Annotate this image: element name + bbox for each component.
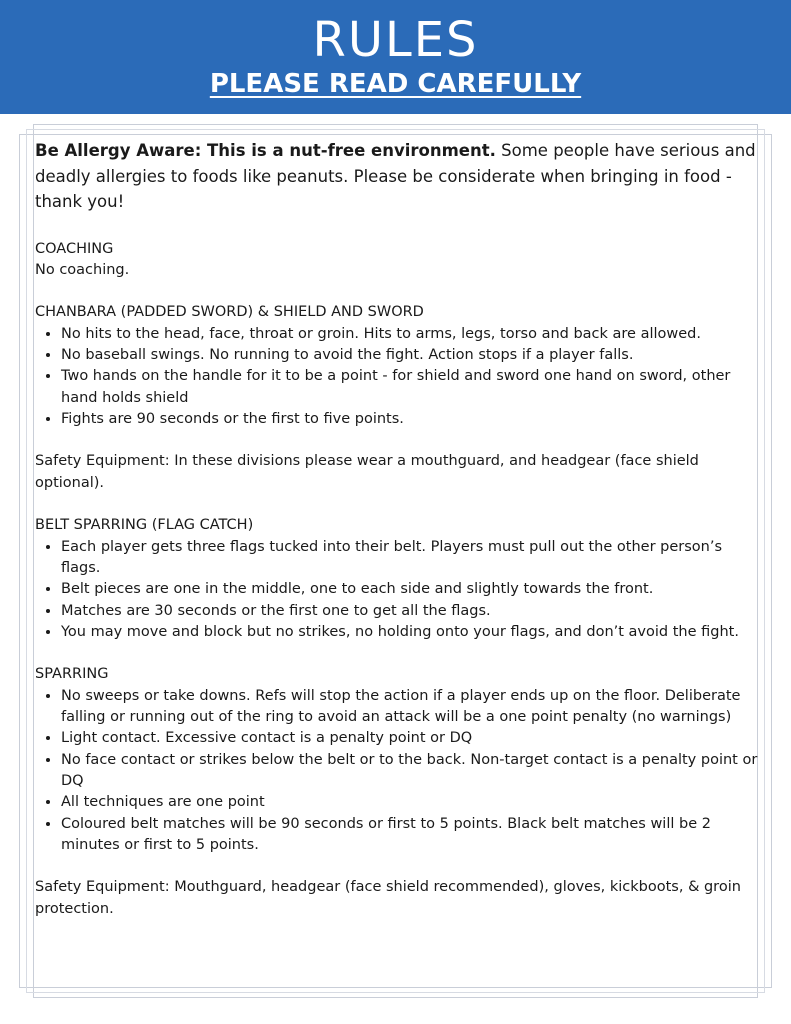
- chanbara-safety: Safety Equipment: In these divisions please wear a mouthguard, and headgear (face shield optional).: [35, 453, 699, 491]
- allergy-heading: Be Allergy Aware: This is a nut-free environment.: [35, 141, 496, 160]
- header-banner: [0, 0, 791, 114]
- list-item: • No hits to the head, face, throat or groin. Hits to arms, legs, torso and back are allowed.: [61, 324, 760, 345]
- belt-sparring-rules-list: [35, 537, 760, 643]
- list-item: • No baseball swings. No running to avoid the fight. Action stops if a player falls.: [61, 345, 760, 366]
- list-item: • Coloured belt matches will be 90 seconds or first to 5 points. Black belt matches will be 2 minutes or first to 5 points.: [61, 814, 760, 857]
- coaching-title: COACHING: [35, 240, 114, 257]
- list-item: • Each player gets three flags tucked into their belt. Players must pull out the other person’s flags.: [61, 537, 760, 580]
- page-subtitle: PLEASE READ CAREFULLY: [209, 69, 582, 99]
- list-item: • Light contact. Excessive contact is a penalty point or DQ: [61, 728, 760, 749]
- sparring-safety: Safety Equipment: Mouthguard, headgear (face shield recommended), gloves, kickboots, & groin protection.: [35, 879, 741, 917]
- allergy-notice: [35, 138, 760, 215]
- list-item: • Fights are 90 seconds or the first to five points.: [61, 409, 760, 430]
- sparring-title: SPARRING: [35, 666, 109, 683]
- chanbara-title: CHANBARA (PADDED SWORD) & SHIELD AND SWORD: [35, 304, 424, 321]
- rules-content: [35, 138, 760, 941]
- chanbara-rules-list: [35, 324, 760, 430]
- list-item: • You may move and block but no strikes, no holding onto your flags, and don’t avoid the fight.: [61, 622, 760, 643]
- list-item: • Matches are 30 seconds or the first one to get all the flags.: [61, 601, 760, 622]
- page-title: RULES: [312, 12, 479, 68]
- allergy-text: Some people have serious and deadly allergies to foods like peanuts. Please be considerate when bringing in food - thank you!: [35, 141, 756, 211]
- belt-sparring-title: BELT SPARRING (FLAG CATCH): [35, 517, 254, 534]
- list-item: • No face contact or strikes below the belt or to the back. Non-target contact is a penalty point or DQ: [61, 750, 760, 793]
- coaching-text: No coaching.: [35, 261, 130, 278]
- sparring-rules-list: [35, 686, 760, 856]
- list-item: • Two hands on the handle for it to be a point - for shield and sword one hand on sword, other hand holds shield: [61, 366, 760, 409]
- list-item: • All techniques are one point: [61, 792, 760, 813]
- list-item: • No sweeps or take downs. Refs will stop the action if a player ends up on the floor. Deliberate falling or running out of the ring to avoid an attack will be a one point penalty (no warnings): [61, 686, 760, 729]
- list-item: • Belt pieces are one in the middle, one to each side and slightly towards the front.: [61, 579, 760, 600]
